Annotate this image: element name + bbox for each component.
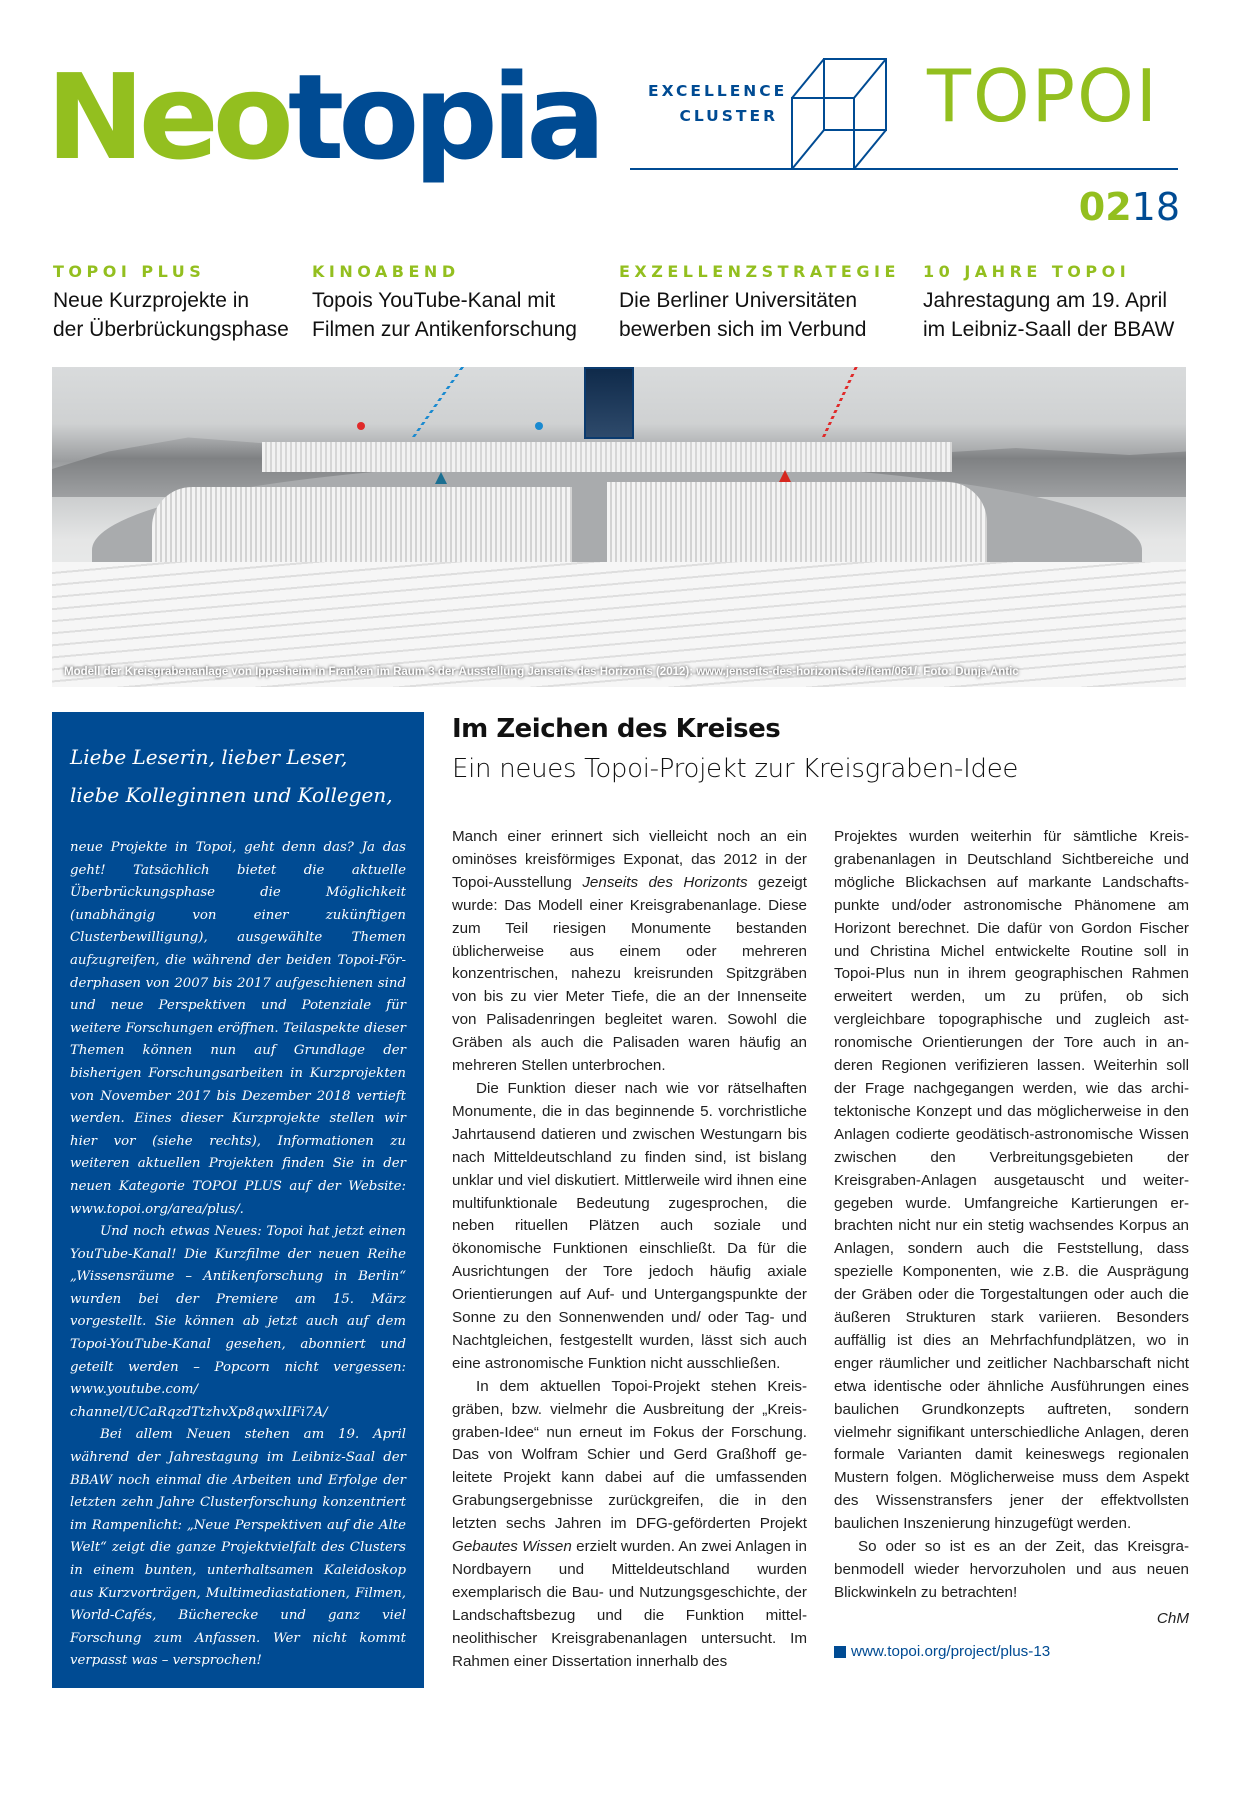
teaser-kinoabend[interactable] <box>312 262 577 344</box>
display-monitor <box>584 367 634 439</box>
article-column-1 <box>452 826 807 1674</box>
red-triangle-marker <box>779 470 791 482</box>
neotopia-logo <box>46 48 600 186</box>
hero-photo-kreisgraben-model <box>52 367 1186 687</box>
blue-marker-dot <box>535 422 543 430</box>
article-paragraph: So oder so ist es an der Zeit, das Kreisgrabenmodell wieder hervorzuholen und aus neuen Blickwinkeln zu betrachten! <box>834 1538 1189 1601</box>
project-link-text: www.topoi.org/project/plus-13 <box>851 1642 1051 1660</box>
editorial-paragraph: Bei allem Neuen stehen am 19. April während der Jahrestagung im Leibniz-Saal der BBAW noch einmal die Arbeiten und Erfolge der letzten zehn Jahre Clusterforschung konzentriert im Rampenlicht: „Neue Perspektiven auf die Alte Welt“ zeigt die ganze Projektvielfalt des Clusters in einem bunten, unterhaltsamen Kaleidoskop aus Kurzvorträgen, Multimediastationen, Filmen, World-Cafés, Bücherecke und ganz viel Forschung zum Anfassen. Wer nicht kommt verpasst was – versprochen! <box>70 1427 406 1669</box>
text-run: gezeigt wurde: Das Modell einer Kreisgrabenanlage. Diese zum Teil riesigen Monumente bestanden üblicherweise aus einem oder mehreren konzentrischen, nahezu kreisrunden Spitzgräben von bis zu vier Meter Tiefe, die an der Innenseite von Palisadenringen begleitet waren. Sowohl die Gräben als auch die Palisaden waren häufig an mehreren Stellen unterbrochen. <box>452 873 807 1075</box>
palisade-front-left <box>152 487 572 567</box>
square-bullet-icon <box>834 1646 846 1658</box>
palisade-front-right <box>607 482 987 567</box>
editorial-greeting <box>70 738 406 814</box>
article-column-2 <box>834 826 1189 1664</box>
blue-sightline <box>412 367 464 437</box>
teaser-exzellenzstrategie[interactable] <box>619 262 900 344</box>
teaser-line: Topois YouTube-Kanal mit <box>312 289 556 312</box>
blue-triangle-marker <box>435 472 447 484</box>
red-sightline <box>822 367 858 437</box>
logo-topia: topia <box>287 48 600 186</box>
photo-caption: Modell der Kreisgrabenanlage von Ippesheim in Franken im Raum 3 der Ausstellung Jenseits des Horizonts (2012): www.jenseits-des-horizonts.de/item/061/. Foto: Dunja Antic <box>64 666 1019 678</box>
cluster-line: CLUSTER <box>679 107 778 125</box>
editorial-body <box>70 837 406 1673</box>
project-link[interactable] <box>834 1641 1189 1664</box>
text-run: erzielt wurden. An zwei Anlagen in Nordbayern und Mitteldeutschland wurden exemplarisch die Bau- und Nutzungsgeschichte, der Landschaftsbezug und die Funktion mittelneolithischer Kreisgrabenanlagen untersucht. Im Rahmen einer Dissertation innerhalb des <box>452 1538 807 1670</box>
editorial-signature: Ihre Neotopia-Redaktion <box>114 1740 313 1800</box>
teaser-line: Neue Kurzprojekte in <box>53 289 250 312</box>
teaser-line: im Leibniz-Saall der BBAW <box>923 318 1175 341</box>
teaser-kicker: 10 JAHRE TOPOI <box>923 262 1131 281</box>
text-run: Manch einer erinnert sich vielleicht noch an ein ominöses kreisförmiges Exponat, das 2012 in der Topoi-Ausstellung <box>452 828 807 891</box>
article-paragraph <box>452 1376 807 1674</box>
editorial-closing: Viel Freude bei Vorschau und Rückblick wünscht <box>70 1695 345 1734</box>
red-marker-dot <box>357 422 365 430</box>
topoi-cluster-logo <box>630 55 1190 175</box>
teaser-topoi-plus[interactable] <box>53 262 289 344</box>
editorial-paragraph: neue Projekte in Topoi, geht denn das? Ja das geht! Tatsächlich bietet die aktuelle Überbrückungsphase die Möglichkeit (unabhängig von einer zukünftigen Clusterbewilligung), ausgewählte Themen aufzugreifen, die während der beiden Topoi-Förderphasen von 2007 bis 2017 aufgeschienen sind und neue Perspektiven und Potenziale für weitere Forschungen eröffnen. Teilaspekte dieser Themen können nun auf Grundlage der bisherigen Forschungsarbeiten in Kurzprojekten von November 2017 bis Dezember 2018 vertieft werden. Eines dieser Kurzprojekte stellen wir hier vor (siehe rechts), Informationen zu weiteren aktuellen Projekten finden Sie in der neuen Kategorie TOPOI PLUS auf der Website: www.topoi.org/area/plus/. <box>70 840 406 1217</box>
greeting-line: liebe Kolleginnen und Kollegen, <box>70 783 393 807</box>
issue-number-part2: 18 <box>1131 185 1180 229</box>
issue-number <box>1078 185 1180 229</box>
greeting-line: Liebe Leserin, lieber Leser, <box>70 745 348 769</box>
teaser-kicker: TOPOI PLUS <box>53 262 206 281</box>
teaser-kicker: EXZELLENZSTRATEGIE <box>619 262 900 281</box>
editorial-box <box>52 712 424 1800</box>
project-title: Gebautes Wissen <box>452 1538 572 1556</box>
exhibition-title: Jenseits des Horizonts <box>582 873 748 891</box>
article-paragraph: Die Funktion dieser nach wie vor rätselhaften Monumente, die in das beginnende 5. vorchristliche Jahrtausend datieren und zwischen Westungarn bis nach Mitteldeutschland zu finden sind, ist bislang unklar und viel diskutiert. Mittlerweile wird ihnen eine multifunktionale Bedeutung zugesprochen, die neben rituellen Plätzen auch soziale und ökonomische Funktionen einschließt. Da für die Ausrichtungen der Tore jedoch häufig axiale Orientierungen auf Auf- und Untergangspunkte der Sonne zu den Sonnenwenden und/ oder Tag- und Nachtgleichen, festgestellt wurden, lässt sich auch eine astronomische Funktion nicht ausschließen. <box>452 1079 807 1372</box>
article-paragraph: Projektes wurden weiterhin für sämtliche Kreisgrabenanlagen in Deutschland Sichtbereiche und mögliche Blickachsen auf markante Landschaftspunkte und/oder astronomische Phänomene am Horizont berechnet. Die dafür von Gordon Fischer und Christina Michel entwickelte Routine soll in Topoi-Plus nun in ihrem geographischen Rahmen erweitert werden, um zu prüfen, ob sich vergleichbare topographische und zugleich astronomische Orientierungen der Tore auch in anderen Regionen verifizieren lassen. Weiterhin soll der Frage nachgegangen werden, wie das architektonische Konzept und das möglicherweise in den Anlagen codierte geodätisch-astronomische Wissen zwischen den Verbreitungsgebieten der Kreisgraben-Anlagen ausgetauscht und weitergegeben wurde. Umfangreiche Kartierungen erbrachten nicht nur ein stetig wachsendes Korpus an Anlagen, sondern auch die Feststellung, dass spezielle Komponenten, wie z.B. die Ausprägung der Gräben oder die Torgestaltungen oder auch die äußeren Strukturen stark variieren. Besonders auffällig ist dies an Mehrfachfundplätzen, wo in enger räumlicher und zeitlicher Nachbarschaft nicht etwa identische oder ähnliche Ausführungen eines baulichen Grundkonzepts auftreten, sondern vielmehr signifikant unterschiedliche Anlagen, deren formale Varianten damit keineswegs regionalen Mustern folgen. Möglicherweise muss dem Aspekt des Wissenstransfers jener der effektvollsten baulichen Inszenierung hinzugefügt werden. <box>834 828 1189 1533</box>
teaser-10-jahre-topoi[interactable] <box>923 262 1174 344</box>
topoi-wordmark: TOPOI <box>927 54 1159 138</box>
author-initials: ChM <box>1156 1609 1189 1627</box>
teaser-line: bewerben sich im Verbund <box>619 318 867 341</box>
excellence-line: EXCELLENCE <box>648 82 788 100</box>
teaser-line: der Überbrückungsphase <box>53 318 289 341</box>
article-title: Im Zeichen des Kreises <box>452 714 781 744</box>
editorial-paragraph: Und noch etwas Neues: Topoi hat jetzt einen YouTube-Kanal! Die Kurzfilme der neuen Reihe „Wissensräume – Antikenforschung in Berlin“ wurden bei der Premiere am 15. März vorgestellt. Sie können ab jetzt auch auf dem Topoi-YouTube-Kanal gesehen, abonniert und geteilt werden – Popcorn nicht vergessen: www.youtube.com/ channel/UCaRqzdTtzhvXp8qwxlIFi7A/ <box>70 1224 406 1420</box>
text-run: In dem aktuellen Topoi-Projekt stehen Kreisgräben, bzw. vielmehr die Ausbreitung der „Kreisgraben-Idee“ nun erneut im Fokus der Forschung. Das von Wolfram Schier und Gerd Graßhoff geleitete Projekt kann dabei auf die umfassenden Grabungsergebnisse zurückgreifen, die in den letzten sechs Jahren im DFG-geförderten Projekt <box>452 1377 807 1533</box>
logo-neo: Neo <box>46 48 288 186</box>
article-subtitle: Ein neues Topoi-Projekt zur Kreisgraben-Idee <box>452 754 1019 784</box>
article-paragraph <box>452 826 807 1078</box>
teaser-kicker: KINOABEND <box>312 262 460 281</box>
palisade-back <box>262 442 952 472</box>
teaser-line: Jahrestagung am 19. April <box>923 289 1167 312</box>
issue-number-part1: 02 <box>1078 185 1132 229</box>
teaser-row <box>53 262 1193 352</box>
teaser-line: Die Berliner Universitäten <box>619 289 858 312</box>
teaser-line: Filmen zur Antikenforschung <box>312 318 577 341</box>
